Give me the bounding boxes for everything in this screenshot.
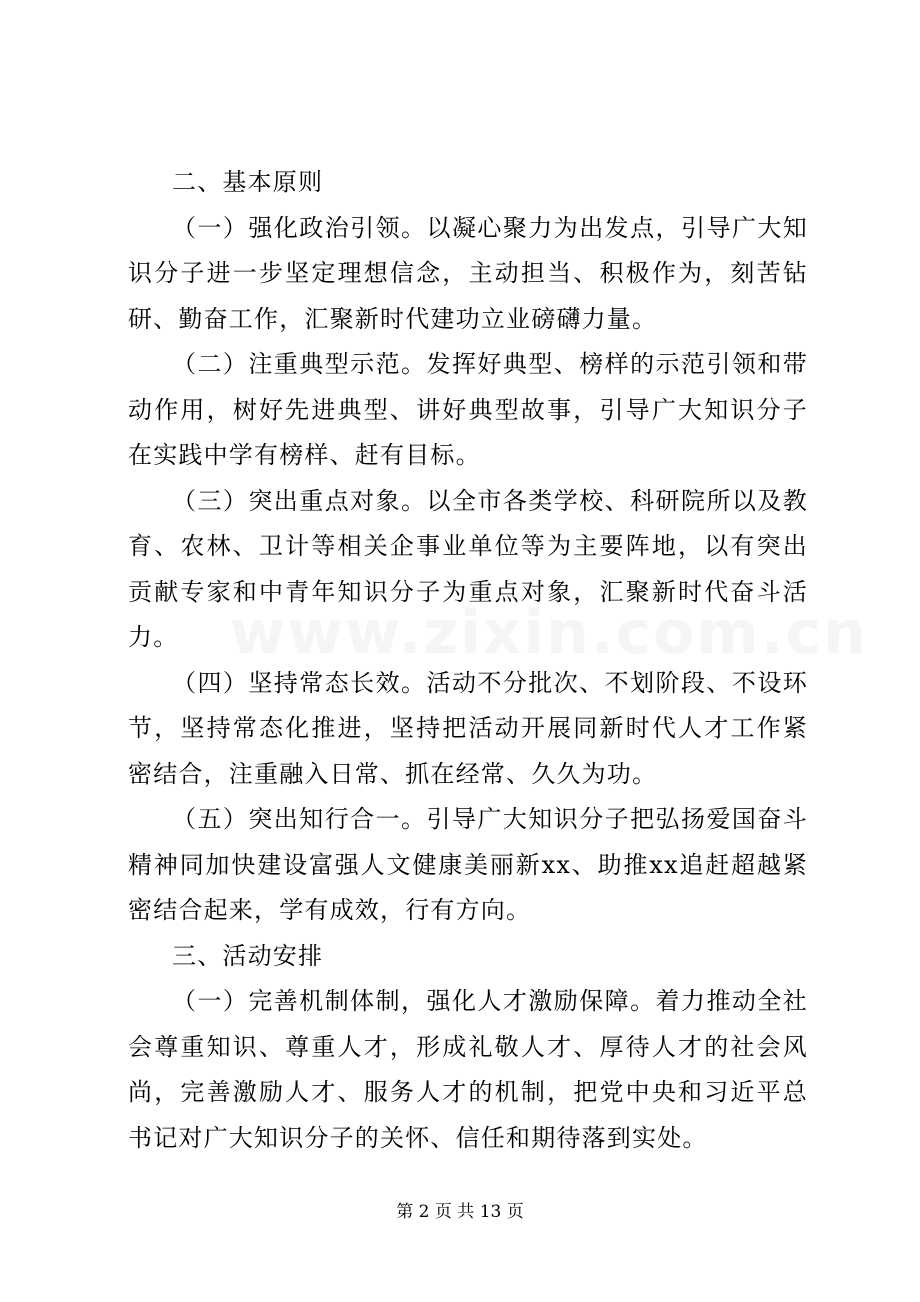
paragraph: （一）完善机制体制，强化人才激励保障。着力推动全社会尊重知识、尊重人才，形成礼敬人才、厚待人才的社会风尚，完善激励人才、服务人才的机制，把党中央和习近平总书记对广大知识分子的关怀、信任和期待落到实处。 [128,987,808,1152]
section-heading-activities: 三、活动安排 [172,941,324,970]
paragraph: （四）坚持常态长效。活动不分批次、不划阶段、不设环节，坚持常态化推进，坚持把活动开展同新时代人才工作紧密结合，注重融入日常、抓在经常、久久为功。 [128,668,808,788]
watermark: www.zixin.com.cn [230,598,868,668]
document-body [128,160,808,1161]
section-heading-principles: 二、基本原则 [172,168,324,196]
paragraph: （二）注重典型示范。发挥好典型、榜样的示范引领和带动作用，树好先进典型、讲好典型故事，引导广大知识分子在实践中学有榜样、赶有目标。 [128,350,808,469]
paragraph: （一）强化政治引领。以凝心聚力为出发点，引导广大知识分子进一步坚定理想信念，主动担当、积极作为，刻苦钻研、勤奋工作，汇聚新时代建功立业磅礴力量。 [128,213,808,333]
paragraph: （三）突出重点对象。以全市各类学校、科研院所以及教育、农林、卫计等相关企事业单位等为主要阵地，以有突出贡献专家和中青年知识分子为重点对象，汇聚新时代奋斗活力。 [128,486,808,651]
paragraph: （五）突出知行合一。引导广大知识分子把弘扬爱国奋斗精神同加快建设富强人文健康美丽新xx、助推xx追赶超越紧密结合起来，学有成效，行有方向。 [128,805,808,924]
page-footer: 第 2 页 共 13 页 [396,1202,524,1222]
